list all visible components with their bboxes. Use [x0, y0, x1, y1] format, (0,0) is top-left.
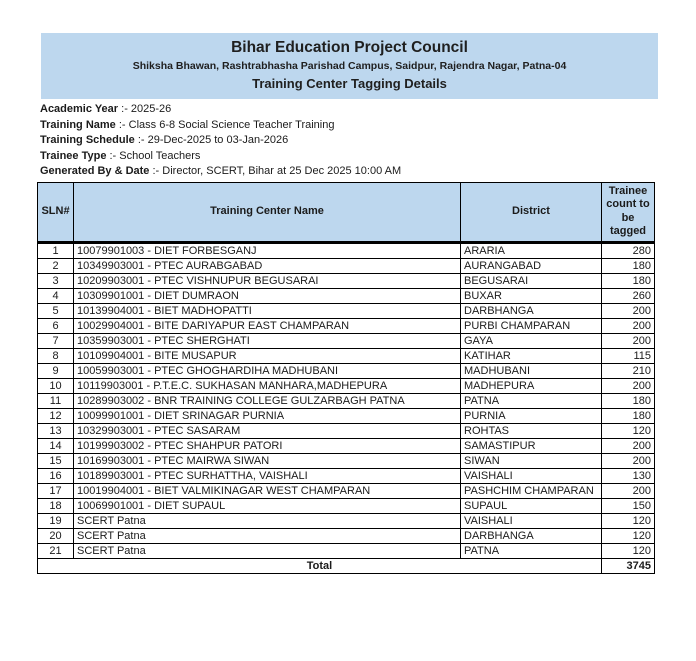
row-training-center-name: 10199903002 - PTEC SHAHPUR PATORI	[74, 438, 461, 453]
row-sln: 1	[38, 242, 74, 258]
meta-training-schedule	[40, 133, 696, 149]
row-trainee-count: 200	[602, 303, 655, 318]
table-row	[38, 318, 655, 333]
row-district: ROHTAS	[461, 423, 602, 438]
row-sln: 10	[38, 378, 74, 393]
meta-training-name	[40, 118, 696, 134]
meta-label: Academic Year	[40, 103, 119, 115]
total-row	[38, 558, 655, 573]
row-trainee-count: 120	[602, 528, 655, 543]
table-header	[38, 182, 655, 242]
training-center-table	[37, 182, 655, 574]
table-row	[38, 378, 655, 393]
row-training-center-name: SCERT Patna	[74, 513, 461, 528]
row-training-center-name: 10019904001 - BIET VALMIKINAGAR WEST CHAMPARAN	[74, 483, 461, 498]
meta-value: :- Director, SCERT, Bihar at 25 Dec 2025 10:00 AM	[152, 165, 402, 178]
table-row	[38, 408, 655, 423]
row-training-center-name: 10059903001 - PTEC GHOGHARDIHA MADHUBANI	[74, 363, 461, 378]
row-training-center-name: 10359903001 - PTEC SHERGHATI	[74, 333, 461, 348]
row-trainee-count: 150	[602, 498, 655, 513]
row-district: DARBHANGA	[461, 528, 602, 543]
row-district: PASHCHIM CHAMPARAN	[461, 483, 602, 498]
row-district: GAYA	[461, 333, 602, 348]
row-district: PATNA	[461, 543, 602, 558]
row-district: PATNA	[461, 393, 602, 408]
meta-value: :- Class 6-8 Social Science Teacher Training	[118, 118, 335, 131]
row-district: VAISHALI	[461, 468, 602, 483]
total-label: Total	[38, 558, 602, 573]
meta-value: :- School Teachers	[109, 149, 201, 162]
row-trainee-count: 180	[602, 258, 655, 273]
row-training-center-name: 10209903001 - PTEC VISHNUPUR BEGUSARAI	[74, 273, 461, 288]
row-sln: 2	[38, 258, 74, 273]
meta-label: Generated By & Date	[40, 165, 150, 178]
row-trainee-count: 200	[602, 453, 655, 468]
row-training-center-name: 10119903001 - P.T.E.C. SUKHASAN MANHARA,MADHEPURA	[74, 378, 461, 393]
org-title: Bihar Education Project Council	[231, 39, 468, 56]
meta-section	[40, 102, 696, 180]
row-district: PURNIA	[461, 408, 602, 423]
row-sln: 21	[38, 543, 74, 558]
row-district: KATIHAR	[461, 348, 602, 363]
table-body	[38, 242, 655, 558]
table-row	[38, 483, 655, 498]
row-trainee-count: 115	[602, 348, 655, 363]
row-trainee-count: 200	[602, 318, 655, 333]
table-row	[38, 348, 655, 363]
table-footer	[38, 558, 655, 573]
row-trainee-count: 130	[602, 468, 655, 483]
column-header-training-center-name: Training Center Name	[74, 182, 461, 242]
row-district: PURBI CHAMPARAN	[461, 318, 602, 333]
row-sln: 14	[38, 438, 74, 453]
row-sln: 6	[38, 318, 74, 333]
row-training-center-name: 10289903002 - BNR TRAINING COLLEGE GULZARBAGH PATNA	[74, 393, 461, 408]
row-district: BEGUSARAI	[461, 273, 602, 288]
row-sln: 4	[38, 288, 74, 303]
column-header-trainee-count: Trainee count to be tagged	[602, 182, 655, 242]
row-sln: 12	[38, 408, 74, 423]
row-trainee-count: 280	[602, 242, 655, 258]
row-sln: 15	[38, 453, 74, 468]
row-district: ARARIA	[461, 242, 602, 258]
table-row	[38, 513, 655, 528]
row-training-center-name: 10329903001 - PTEC SASARAM	[74, 423, 461, 438]
table-row	[38, 333, 655, 348]
row-training-center-name: 10099901001 - DIET SRINAGAR PURNIA	[74, 408, 461, 423]
org-address: Shiksha Bhawan, Rashtrabhasha Parishad Campus, Saidpur, Rajendra Nagar, Patna-04	[132, 60, 567, 72]
meta-value: :- 29-Dec-2025 to 03-Jan-2026	[137, 134, 289, 147]
table-row	[38, 288, 655, 303]
row-sln: 20	[38, 528, 74, 543]
table-row	[38, 363, 655, 378]
row-district: DARBHANGA	[461, 303, 602, 318]
report-page	[0, 33, 696, 574]
row-training-center-name: 10349903001 - PTEC AURABGABAD	[74, 258, 461, 273]
row-district: SIWAN	[461, 453, 602, 468]
table-header-row	[38, 182, 655, 242]
row-sln: 18	[38, 498, 74, 513]
row-trainee-count: 200	[602, 378, 655, 393]
meta-label: Training Schedule	[40, 134, 135, 147]
row-trainee-count: 120	[602, 423, 655, 438]
row-sln: 11	[38, 393, 74, 408]
row-training-center-name: 10169903001 - PTEC MAIRWA SIWAN	[74, 453, 461, 468]
row-trainee-count: 260	[602, 288, 655, 303]
report-subtitle: Training Center Tagging Details	[252, 76, 447, 91]
row-trainee-count: 200	[602, 438, 655, 453]
row-sln: 17	[38, 483, 74, 498]
row-sln: 13	[38, 423, 74, 438]
row-training-center-name: 10189903001 - PTEC SURHATTHA, VAISHALI	[74, 468, 461, 483]
row-district: SUPAUL	[461, 498, 602, 513]
table-row	[38, 528, 655, 543]
table-row	[38, 468, 655, 483]
meta-value: :- 2025-26	[121, 103, 172, 115]
table-row	[38, 393, 655, 408]
row-district: VAISHALI	[461, 513, 602, 528]
row-training-center-name: 10029904001 - BITE DARIYAPUR EAST CHAMPARAN	[74, 318, 461, 333]
row-training-center-name: 10139904001 - BIET MADHOPATTI	[74, 303, 461, 318]
row-training-center-name: 10109904001 - BITE MUSAPUR	[74, 348, 461, 363]
row-district: SAMASTIPUR	[461, 438, 602, 453]
row-trainee-count: 200	[602, 333, 655, 348]
row-sln: 9	[38, 363, 74, 378]
row-training-center-name: SCERT Patna	[74, 528, 461, 543]
column-header-district: District	[461, 182, 602, 242]
meta-trainee-type	[40, 149, 696, 165]
row-district: AURANGABAD	[461, 258, 602, 273]
report-banner	[41, 33, 658, 99]
table-row	[38, 453, 655, 468]
total-value: 3745	[602, 558, 655, 573]
row-sln: 7	[38, 333, 74, 348]
row-sln: 16	[38, 468, 74, 483]
table-row	[38, 438, 655, 453]
row-trainee-count: 120	[602, 543, 655, 558]
table-row	[38, 543, 655, 558]
row-trainee-count: 180	[602, 273, 655, 288]
row-trainee-count: 180	[602, 408, 655, 423]
row-district: MADHUBANI	[461, 363, 602, 378]
meta-label: Trainee Type	[40, 149, 107, 162]
table-row	[38, 423, 655, 438]
row-training-center-name: 10079901003 - DIET FORBESGANJ	[74, 242, 461, 258]
row-district: MADHEPURA	[461, 378, 602, 393]
row-sln: 3	[38, 273, 74, 288]
table-row	[38, 498, 655, 513]
table-row	[38, 303, 655, 318]
row-trainee-count: 210	[602, 363, 655, 378]
row-sln: 19	[38, 513, 74, 528]
row-trainee-count: 180	[602, 393, 655, 408]
meta-label: Training Name	[40, 118, 116, 131]
column-header-sln: SLN#	[38, 182, 74, 242]
row-district: BUXAR	[461, 288, 602, 303]
row-training-center-name: 10309901001 - DIET DUMRAON	[74, 288, 461, 303]
meta-generated-by	[40, 164, 696, 180]
row-sln: 8	[38, 348, 74, 363]
table-row	[38, 273, 655, 288]
meta-academic-year	[40, 102, 696, 118]
row-training-center-name: 10069901001 - DIET SUPAUL	[74, 498, 461, 513]
row-training-center-name: SCERT Patna	[74, 543, 461, 558]
table-row	[38, 242, 655, 258]
row-trainee-count: 120	[602, 513, 655, 528]
row-trainee-count: 200	[602, 483, 655, 498]
row-sln: 5	[38, 303, 74, 318]
table-row	[38, 258, 655, 273]
